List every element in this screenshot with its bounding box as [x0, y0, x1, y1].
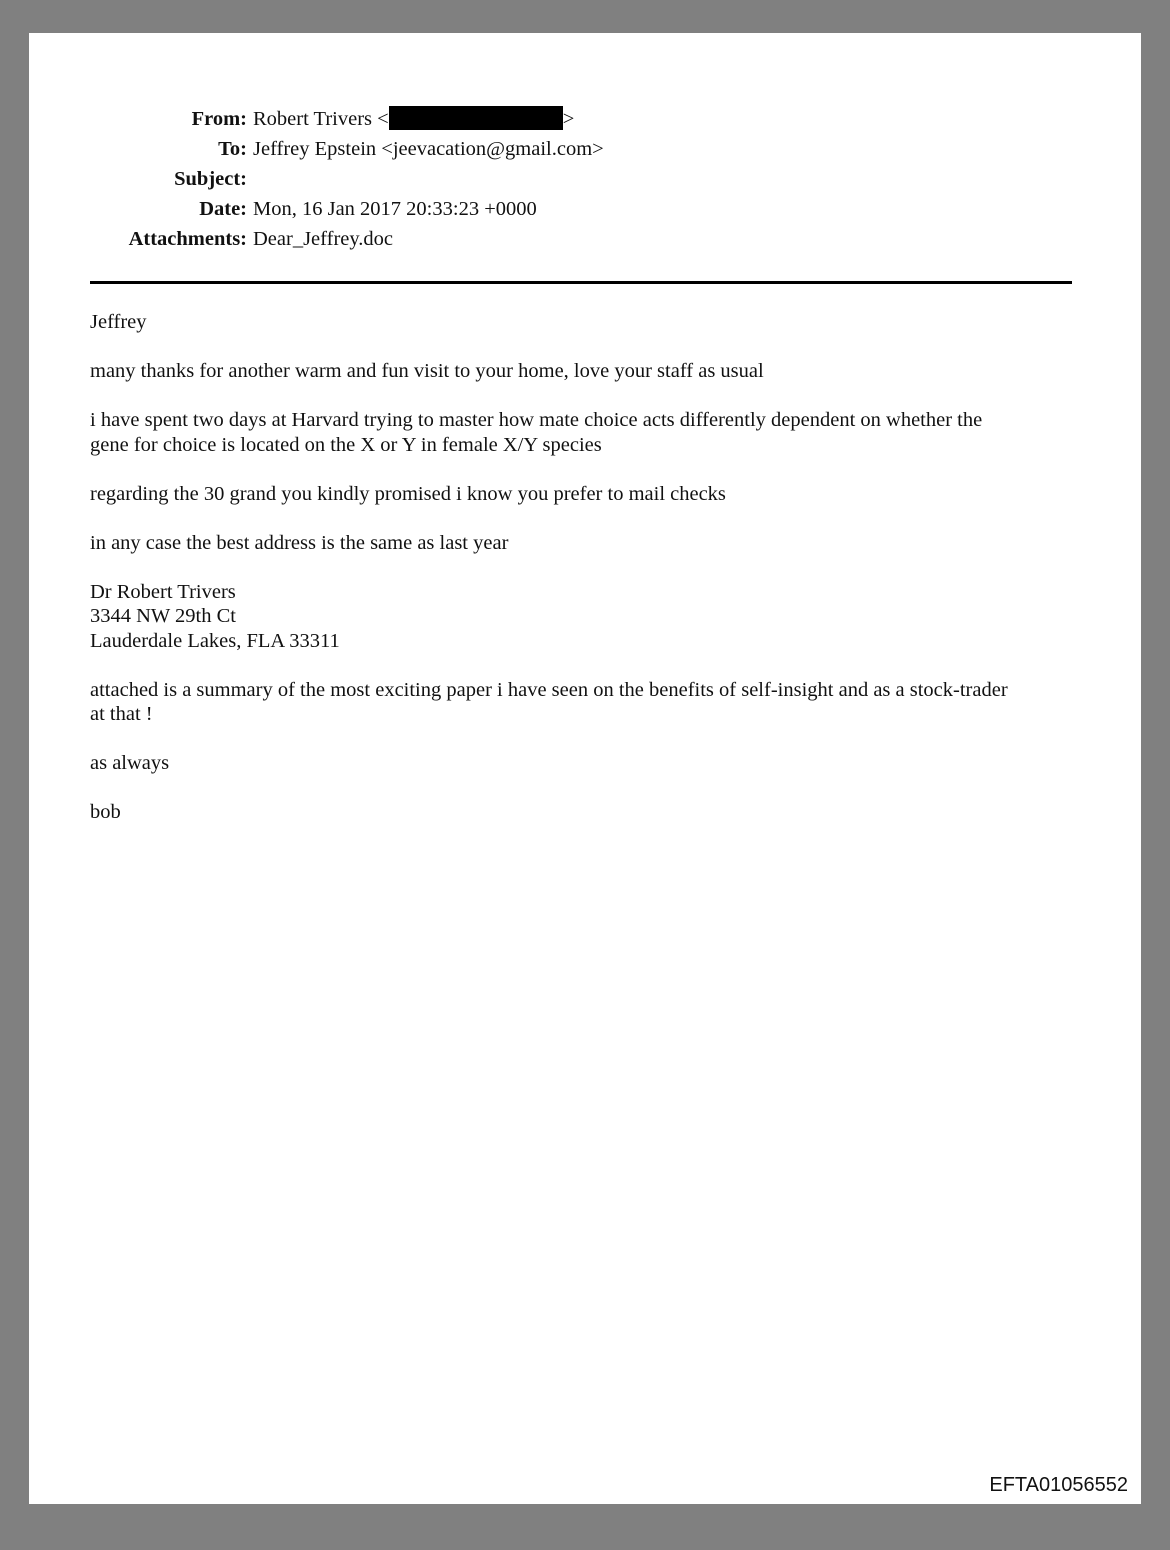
paragraph-thanks: many thanks for another warm and fun visit to your home, love your staff as usual — [90, 360, 764, 382]
header-from-row — [29, 104, 729, 134]
header-attachments-row — [29, 224, 729, 254]
from-open-bracket: < — [377, 108, 389, 130]
subject-label: Subject: — [174, 168, 247, 190]
closing: as always — [90, 752, 170, 774]
header-divider — [90, 281, 1072, 284]
date-label: Date: — [199, 198, 247, 220]
paragraph-attachment — [90, 678, 1080, 727]
from-close-bracket: > — [562, 108, 575, 130]
paragraph-checks: regarding the 30 grand you kindly promised i know you prefer to mail checks — [90, 482, 726, 505]
email-header — [29, 104, 729, 254]
date-value: Mon, 16 Jan 2017 20:33:23 +0000 — [253, 198, 537, 220]
greeting: Jeffrey — [90, 311, 147, 333]
from-name: Robert Trivers — [253, 108, 373, 130]
signature: bob — [90, 801, 121, 823]
header-to-row — [29, 134, 729, 164]
paragraph-harvard — [90, 408, 1080, 457]
paragraph-address-intro: in any case the best address is the same as last year — [90, 531, 509, 554]
to-label: To: — [218, 138, 247, 160]
redaction-box — [389, 106, 563, 130]
mailing-address — [90, 580, 1080, 654]
document-page — [29, 33, 1141, 1504]
header-subject-row — [29, 164, 729, 194]
paragraph-harvard-line2: gene for choice is located on the X or Y in female X/Y species — [90, 433, 602, 456]
paragraph-attachment-line1: attached is a summary of the most exciting paper i have seen on the benefits of self-insight and as a stock-trader — [90, 678, 1008, 701]
document-id-stamp: EFTA01056552 — [989, 1474, 1128, 1496]
address-line-name: Dr Robert Trivers — [90, 580, 236, 603]
from-value — [253, 104, 574, 134]
address-line-street: 3344 NW 29th Ct — [90, 605, 236, 627]
paragraph-attachment-line2: at that ! — [90, 703, 153, 725]
email-body — [90, 310, 1080, 849]
to-value: Jeffrey Epstein <jeevacation@gmail.com> — [253, 138, 604, 160]
header-date-row — [29, 194, 729, 224]
from-label: From: — [191, 108, 247, 130]
attachments-value: Dear_Jeffrey.doc — [253, 228, 394, 250]
paragraph-harvard-line1: i have spent two days at Harvard trying to master how mate choice acts differently dependent on whether the — [90, 409, 983, 431]
attachments-label: Attachments: — [128, 228, 247, 250]
address-line-city: Lauderdale Lakes, FLA 33311 — [90, 629, 340, 652]
